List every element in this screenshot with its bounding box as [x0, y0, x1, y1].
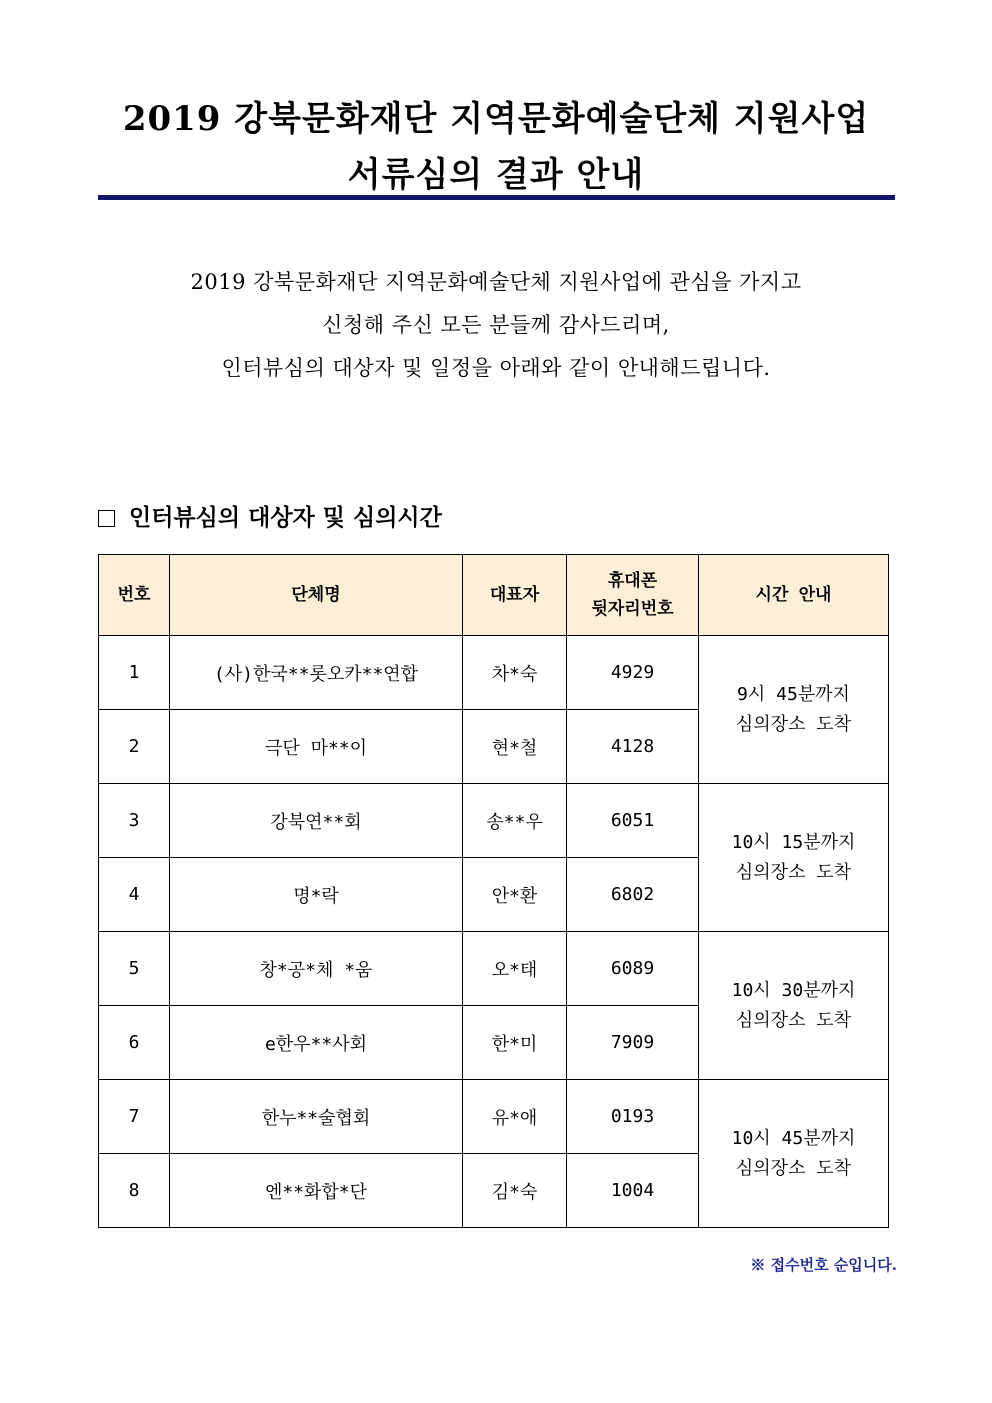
table-row: [99, 636, 889, 710]
cell-phone: 1004: [567, 1154, 699, 1228]
header-rep: 대표자: [463, 555, 567, 636]
time-line2: 심의장소 도착: [735, 713, 852, 735]
cell-phone: 4128: [567, 710, 699, 784]
cell-no: 8: [99, 1154, 170, 1228]
cell-no: 4: [99, 858, 170, 932]
time-line2: 심의장소 도착: [735, 1009, 852, 1031]
intro-line3: 인터뷰심의 대상자 및 일정을 아래와 같이 안내해드립니다.: [221, 356, 771, 380]
cell-time: [699, 636, 889, 784]
cell-phone: 6051: [567, 784, 699, 858]
cell-phone: 6089: [567, 932, 699, 1006]
cell-rep: 한*미: [463, 1006, 567, 1080]
document-title-line1: 2019 강북문화재단 지역문화예술단체 지원사업: [122, 99, 870, 139]
cell-org: 엔**화합*단: [170, 1154, 463, 1228]
cell-phone: 4929: [567, 636, 699, 710]
cell-org: e한우**사회: [170, 1006, 463, 1080]
interview-schedule-table: [98, 554, 889, 1228]
cell-no: 2: [99, 710, 170, 784]
cell-org: 명*락: [170, 858, 463, 932]
header-phone-line2: 뒷자리번호: [591, 599, 674, 619]
cell-no: 3: [99, 784, 170, 858]
cell-rep: 안*환: [463, 858, 567, 932]
cell-no: 6: [99, 1006, 170, 1080]
intro-line1: 2019 강북문화재단 지역문화예술단체 지원사업에 관심을 가지고: [190, 270, 802, 294]
cell-phone: 0193: [567, 1080, 699, 1154]
title-underline: [98, 195, 895, 200]
checkbox-square-icon: [98, 510, 115, 527]
time-line1: 10시 30분까지: [731, 979, 856, 1001]
cell-time: [699, 932, 889, 1080]
cell-no: 1: [99, 636, 170, 710]
intro-line2: 신청해 주신 모든 분들께 감사드리며,: [322, 313, 670, 337]
time-line1: 10시 45분까지: [731, 1127, 856, 1149]
cell-org: (사)한국**롯오카**연합: [170, 636, 463, 710]
cell-rep: 현*철: [463, 710, 567, 784]
footnote: ※ 접수번호 순입니다.: [750, 1256, 897, 1274]
cell-no: 5: [99, 932, 170, 1006]
time-line1: 10시 15분까지: [731, 831, 856, 853]
cell-org: 강북연**회: [170, 784, 463, 858]
table-row: [99, 1080, 889, 1154]
table-row: [99, 932, 889, 1006]
header-time: 시간 안내: [699, 555, 889, 636]
cell-rep: 오*태: [463, 932, 567, 1006]
cell-rep: 송**우: [463, 784, 567, 858]
cell-rep: 차*숙: [463, 636, 567, 710]
header-no: 번호: [99, 555, 170, 636]
document-title-line2: 서류심의 결과 안내: [347, 155, 645, 195]
time-line2: 심의장소 도착: [735, 1157, 852, 1179]
cell-org: 극단 마**이: [170, 710, 463, 784]
cell-rep: 김*숙: [463, 1154, 567, 1228]
header-phone-line1: 휴대폰: [607, 571, 658, 591]
header-org: 단체명: [170, 555, 463, 636]
time-line1: 9시 45분까지: [737, 683, 850, 705]
header-phone: [567, 555, 699, 636]
time-line2: 심의장소 도착: [735, 861, 852, 883]
cell-time: [699, 1080, 889, 1228]
cell-rep: 유*애: [463, 1080, 567, 1154]
section-heading: [98, 503, 442, 533]
cell-no: 7: [99, 1080, 170, 1154]
table-header-row: [99, 555, 889, 636]
cell-org: 한누**술협회: [170, 1080, 463, 1154]
table-row: [99, 784, 889, 858]
cell-phone: 6802: [567, 858, 699, 932]
section-heading-label: 인터뷰심의 대상자 및 심의시간: [129, 504, 442, 531]
cell-org: 창*공*체 *움: [170, 932, 463, 1006]
cell-time: [699, 784, 889, 932]
cell-phone: 7909: [567, 1006, 699, 1080]
